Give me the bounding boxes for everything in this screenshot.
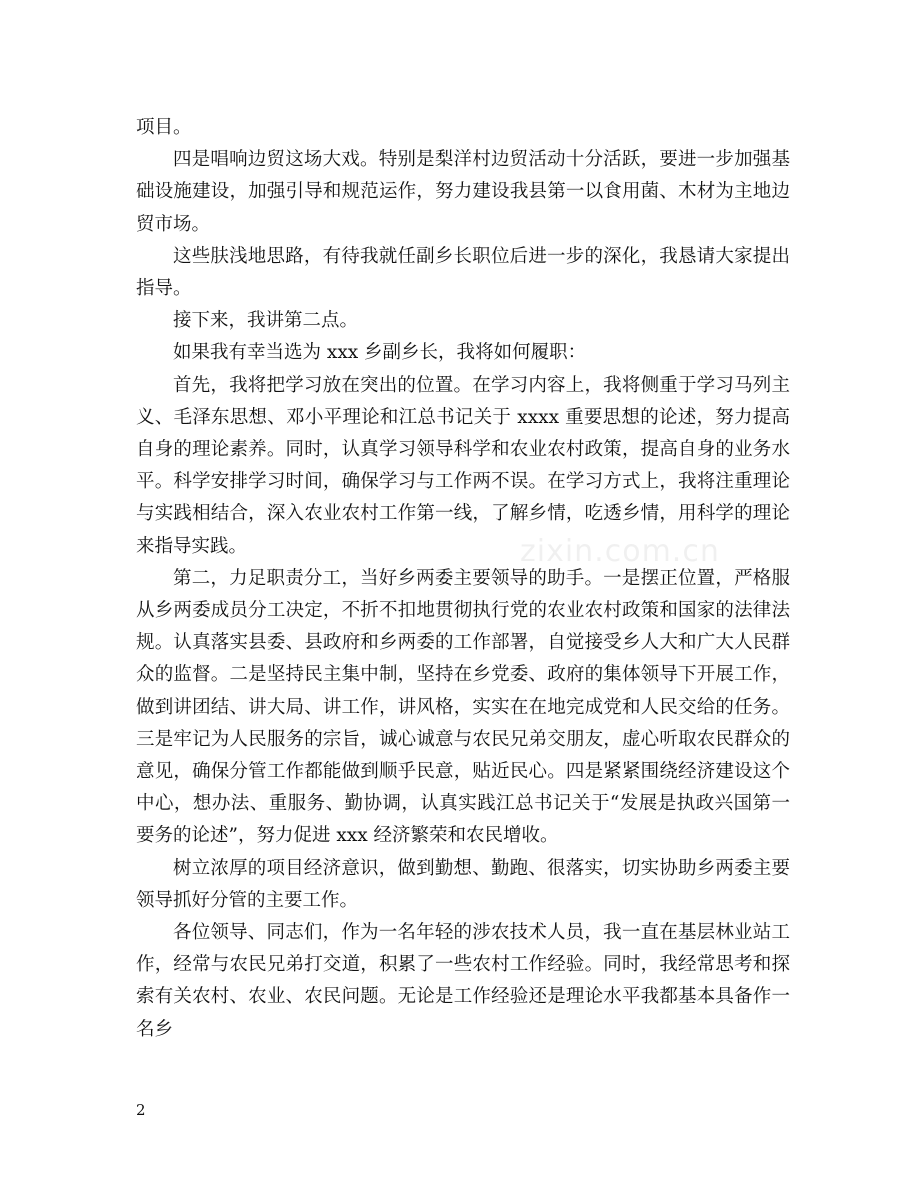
paragraph-3: 这些肤浅地思路，有待我就任副乡长职位后进一步的深化，我恳请大家提出指导。 [136,245,790,300]
page-number: 2 [136,1101,146,1119]
watermark: zixin.com.cn [520,534,720,569]
paragraph-2: 四是唱响边贸这场大戏。特别是梨洋村边贸活动十分活跃，要进一步加强基础设施建设，加强引导和规范运作，努力建设我县第一以食用菌、木材为主地边贸市场。 [136,149,790,235]
paragraph-4: 接下来，我讲第二点。 [173,310,359,332]
paragraph-6: 首先，我将把学习放在突出的位置。在学习内容上，我将侧重于学习马列主义、毛泽东思想、邓小平理论和江总书记关于 xxxx 重要思想的论述，努力提高自身的理论素养。同时，认真学习领导科学和农业农村政策，提高自身的业务水平。科学安排学习时间，确保学习与工作两不误。在学习方式上，我将注重理论与实践相结合，深入农业农村工作第一线，了解乡情，吃透乡情，用科学的理论来指导实践。 [136,374,790,557]
paragraph-1: 项目。 [136,117,192,138]
paragraph-7: 第二，力足职责分工，当好乡两委主要领导的助手。一是摆正位置，严格服从乡两委成员分工决定，不折不扣地贯彻执行党的农业农村政策和国家的法律法规。认真落实县委、县政府和乡两委的工作部署，自觉接受乡人大和广大人民群众的监督。二是坚持民主集中制，坚持在乡党委、政府的集体领导下开展工作，做到讲团结、讲大局、讲工作，讲风格，实实在在地完成党和人民交给的任务。三是牢记为人民服务的宗旨，诚心诚意与农民兄弟交朋友，虚心听取农民群众的意见，确保分管工作都能做到顺乎民意，贴近民心。四是紧紧围绕经济建设这个中心，想办法、重服务、勤协调，认真实践江总书记关于“发展是执政兴国第一要务的论述”，努力促进 xxx 经济繁荣和农民增收。 [136,567,790,847]
paragraph-5: 如果我有幸当选为 xxx 乡副乡长，我将如何履职： [173,342,587,364]
paragraph-8: 树立浓厚的项目经济意识，做到勤想、勤跑、很落实，切实协助乡两委主要领导抓好分管的主要工作。 [136,857,790,911]
document-body [136,112,790,1046]
paragraph-9: 各位领导、同志们，作为一名年轻的涉农技术人员，我一直在基层林业站工作，经常与农民兄弟打交道，积累了一些农村工作经验。同时，我经常思考和探索有关农村、农业、农民问题。无论是工作经验还是理论水平我都基本具备作一名乡 [136,922,790,1040]
